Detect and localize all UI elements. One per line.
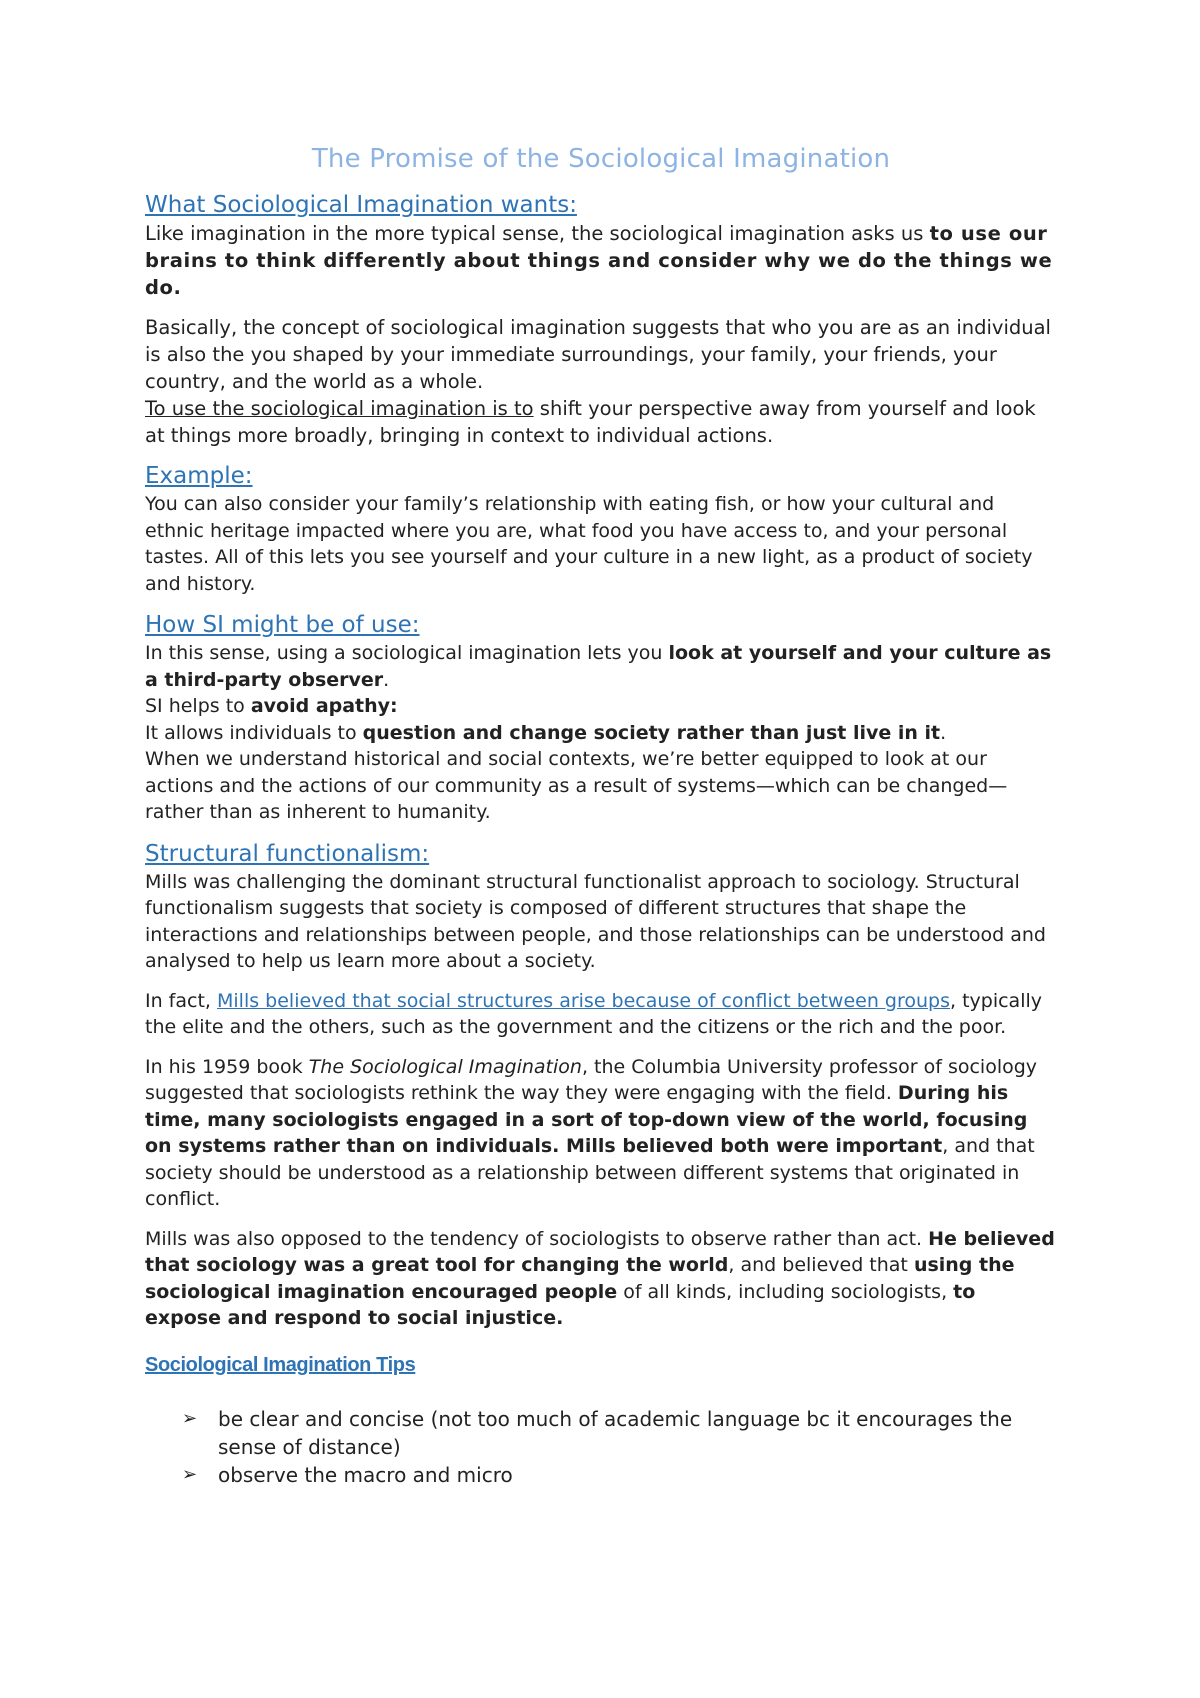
heading-use: How SI might be of use: xyxy=(145,612,420,638)
heading-tips: Sociological Imagination Tips xyxy=(145,1353,416,1376)
structural-p4-mid-2: of all kinds, including sociologists, xyxy=(617,1280,954,1303)
heading-example: Example: xyxy=(145,463,253,489)
structural-p3-mid: , the Columbia University professor of sociology suggested that sociologists rethink the way they were engaging with the field. xyxy=(145,1055,1038,1104)
structural-p3-bold: During his time, many sociologists engaged in a sort of top-down view of the world, focusing on systems rather than on individuals. Mills believed both were important xyxy=(145,1082,1028,1157)
wants-p1-bold: to use our brains to think differently about things and consider why we do the things we do. xyxy=(145,222,1053,299)
structural-p4-bold-2: using the sociological imagination encouraged people xyxy=(145,1254,1015,1303)
use-l2-bold: avoid apathy: xyxy=(250,695,398,717)
use-l1-text: In this sense, using a sociological imagination lets you xyxy=(145,642,669,664)
heading-wants: What Sociological Imagination wants: xyxy=(145,192,577,218)
tip-text: be clear and concise (not too much of academic language bc it encourages the sense of distance) xyxy=(218,1406,1013,1459)
wants-p1-text: Like imagination in the more typical sense, the sociological imagination asks us xyxy=(145,222,930,245)
structural-p2-rest: , typically the elite and the others, such as the government and the citizens or the rich and the poor. xyxy=(145,989,1043,1038)
section-tips xyxy=(145,1354,1057,1489)
use-paragraph xyxy=(145,640,1057,826)
section-example xyxy=(145,461,1057,597)
tips-list xyxy=(145,1405,1057,1489)
arrow-bullet-icon: ➢ xyxy=(182,1463,198,1485)
book-title: The Sociological Imagination xyxy=(308,1055,582,1078)
wants-p3-underlined: To use the sociological imagination is to xyxy=(145,397,534,420)
structural-paragraph-2 xyxy=(145,988,1057,1041)
arrow-bullet-icon: ➢ xyxy=(182,1407,198,1429)
use-l3-end: . xyxy=(940,721,947,744)
structural-paragraph-1: Mills was challenging the dominant structural functionalist approach to sociology. Structural functionalism suggests that society is composed of different structures that shape the interactions and relationships between people, and those relationships can be understood and analysed to help us learn more about a society. xyxy=(145,870,1046,972)
wants-paragraph-2 xyxy=(145,314,1057,449)
list-item xyxy=(145,1405,1057,1461)
structural-p4-bold-1: He believed that sociology was a great tool for changing the world xyxy=(145,1227,1055,1276)
section-wants xyxy=(145,190,1057,449)
wants-p2-text: Basically, the concept of sociological imagination suggests that who you are as an individual is also the you shaped by your immediate surroundings, your family, your friends, your country, and the world as a whole. xyxy=(145,316,1051,393)
use-l4-text: When we understand historical and social contexts, we’re better equipped to look at our actions and the actions of our community as a result of systems—which can be changed—rather than as inherent to humanity. xyxy=(145,748,1008,823)
structural-p3-text: In his 1959 book xyxy=(145,1055,309,1078)
use-l3-bold: question and change society rather than just live in it xyxy=(362,721,941,744)
section-use xyxy=(145,610,1057,826)
example-paragraph: You can also consider your family’s relationship with eating fish, or how your cultural and ethnic heritage impacted where you are, what food you have access to, and your personal tastes. All of this lets you see yourself and your culture in a new light, as a product of society and history. xyxy=(145,493,1033,595)
structural-p4-text: Mills was also opposed to the tendency of sociologists to observe rather than act. xyxy=(145,1227,929,1250)
use-l1-end: . xyxy=(383,668,390,691)
structural-p2-text: In fact, xyxy=(145,989,217,1012)
structural-p4-bold-3: to expose and respond to social injustice. xyxy=(145,1280,976,1329)
wants-paragraph-1 xyxy=(145,220,1057,301)
mills-conflict-link[interactable]: Mills believed that social structures arise because of conflict between groups xyxy=(217,989,950,1012)
structural-paragraph-3 xyxy=(145,1054,1057,1213)
tip-text: observe the macro and micro xyxy=(218,1462,513,1487)
use-l1-bold: look at yourself and your culture as a third-party observer xyxy=(145,642,1052,691)
wants-p3-text: shift your perspective away from yourself and look at things more broadly, bringing in context to individual actions. xyxy=(145,397,1036,447)
structural-p4-mid: , and believed that xyxy=(728,1254,914,1276)
list-item xyxy=(145,1461,1057,1489)
page-title: The Promise of the Sociological Imagination xyxy=(311,144,891,174)
structural-p3-end: , and that society should be understood as a relationship between different systems that originated in conflict. xyxy=(145,1135,1035,1210)
use-l2-text: SI helps to xyxy=(145,695,251,717)
structural-paragraph-4 xyxy=(145,1226,1057,1332)
use-l3-text: It allows individuals to xyxy=(145,721,363,744)
section-structural xyxy=(145,839,1057,1332)
heading-structural: Structural functionalism: xyxy=(145,840,430,867)
